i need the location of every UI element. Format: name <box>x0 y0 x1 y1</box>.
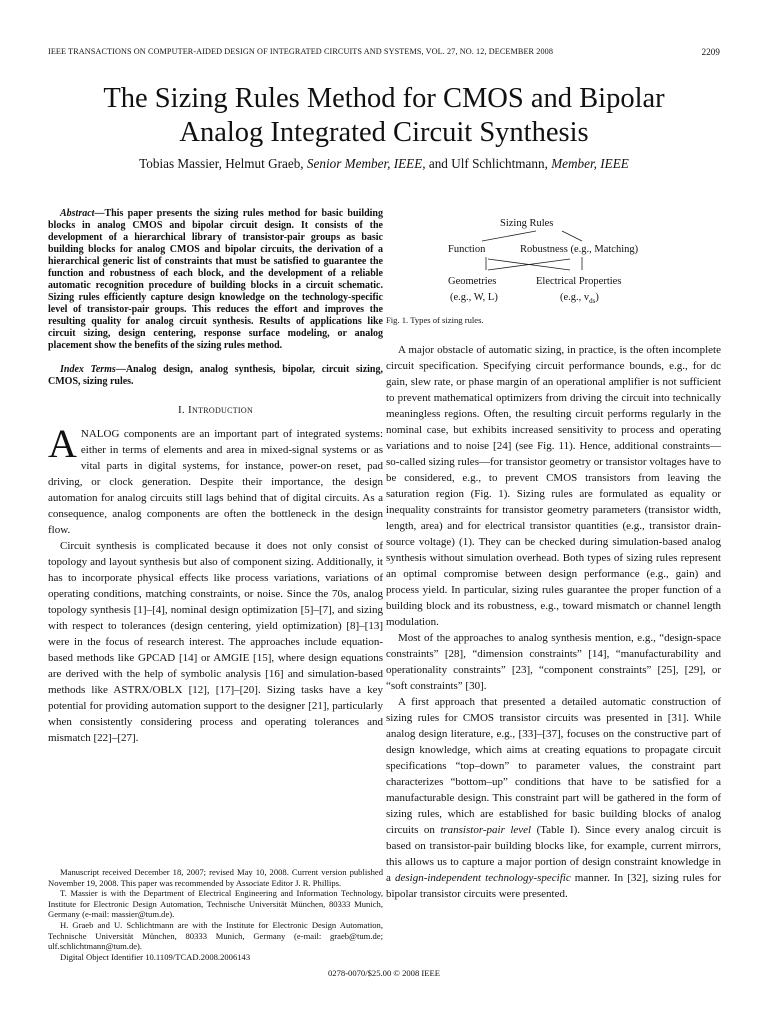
section-number: I. <box>177 404 189 416</box>
section-title: Introduction <box>188 404 254 416</box>
intro-p1-text: NALOG components are an important part of integrated systems: either in terms of elements and area in mixed-signal systems or as vital parts in digital systems, for instance, power-on reset, pad driving, or clock generation. Despite their importance, the design automation for analog circuits still lags behind that of digital circuits. As a consequence, analog components are often the bottleneck in the design flow. <box>48 428 383 536</box>
figure-robustness-label: Robustness (e.g., Matching) <box>520 244 639 255</box>
abstract-label: Abstract <box>60 208 95 219</box>
drop-cap: A <box>48 421 77 466</box>
footnote-manuscript: Manuscript received December 18, 2007; revised May 10, 2008. Current version published November 19, 2008. This paper was recommended by Associate Editor J. R. Phillips. <box>48 867 383 888</box>
running-header <box>48 47 720 61</box>
author-1-role: Senior Member, IEEE, <box>306 156 426 171</box>
author-1: Tobias Massier, Helmut Graeb, <box>139 156 307 171</box>
abstract <box>48 208 383 352</box>
author-3-role: Member, IEEE <box>551 156 629 171</box>
right-paragraph-3: A first approach that presented a detailed automatic construction of sizing rules for CMOS transistor circuits was presented in [31]. While analog design literature, e.g., [33]–[37], focuses on the constructive part of design knowledge, which aims at creating equations to propagate circuit specifications “top–down” to parameter values, the constraint part characterizes “bottom–up” conditions that have to be satisfied for a manufacturable design. This constraint part will be gathered in the form of sizing rules, which are established for basic building blocks of analog circuits on transistor-pair level (Table I). Since every analog circuit is based on transistor-pair building blocks like, for example, current mirrors, this allows us to capture a major portion of design constraint knowledge in a design-independent technology-specific manner. In [32], sizing rules for bipolar transistor circuits were presented. <box>386 696 721 900</box>
index-terms-text: —Analog design, analog synthesis, bipolar, circuit sizing, CMOS, sizing rules. <box>48 364 383 387</box>
title-line-1: The Sizing Rules Method for CMOS and Bipolar <box>103 83 665 114</box>
figure-geometries-example: (e.g., W, L) <box>450 292 498 303</box>
footnote-massier: T. Massier is with the Department of Electrical Engineering and Information Technology, Institute for Electronic Design Automation, Technische Universität München, 80333 Munich, Germany (e-mail: massier@tum.de). <box>48 888 383 920</box>
figure-root-label: Sizing Rules <box>500 218 554 229</box>
title-line-2: Analog Integrated Circuit Synthesis <box>179 117 589 148</box>
figure-function-label: Function <box>448 244 486 255</box>
emphasis-design-independent: design-independent technology-specific <box>394 872 571 884</box>
copyright-footer: 0278-0070/$25.00 © 2008 IEEE <box>327 968 441 978</box>
figure-geometries-label: Geometries <box>448 276 497 287</box>
index-terms-label: Index Terms <box>60 364 116 375</box>
emphasis-transistor-pair: transistor-pair level <box>440 824 532 836</box>
figure-1 <box>386 208 721 304</box>
right-paragraph-2: Most of the approaches to analog synthesis mention, e.g., “design-space constraints” [28], “dimension constraints” [14], “manufacturability and operationality constraints” [23], “component constraints” [25], [29], or “soft constraints” [30]. <box>386 632 721 692</box>
paper-title <box>40 82 728 150</box>
footnote-graeb: H. Graeb and U. Schlichtmann are with the Institute for Electronic Design Automation, Technische Universität München, 80333 Munich, Germany (e-mail: graeb@tum.de; ulf.schlichtmann@tum.de). <box>48 919 383 952</box>
abstract-text: —This paper presents the sizing rules method for basic building blocks in analog CMOS and bipolar circuit design. It consists of the development of a hierarchical library of transistor-pair groups as basic building blocks for analog CMOS and bipolar circuits, the derivation of a hierarchical generic list of constraints that must be satisfied to guarantee the function and robustness of each block, and the development of a reliable automatic recognition procedure of building blocks in a circuit schematic. Sizing rules efficiently capture design knowledge on the technology-specific level of transistor-pair groups. This reduces the effort and improves the resulting quality for analog circuit synthesis. Results of applications like circuit sizing, design centering, response surface modeling, or analog placement show the benefits of the sizing rules method. <box>48 208 383 351</box>
figure-1-caption: Fig. 1. Types of sizing rules. <box>386 315 484 325</box>
section-heading <box>48 402 383 418</box>
figure-electrical-example: (e.g., $v_{ds}$) <box>560 292 599 306</box>
footnote-doi: Digital Object Identifier 10.1109/TCAD.2008.2006143 <box>60 951 251 962</box>
intro-paragraph-1 <box>48 421 383 538</box>
left-column <box>48 208 383 746</box>
figure-electrical-label: Electrical Properties <box>536 276 622 287</box>
index-terms <box>48 364 383 388</box>
page-number: 2209 <box>701 47 720 57</box>
right-column <box>386 208 721 902</box>
right-paragraph-1: A major obstacle of automatic sizing, in practice, is the often incomplete circuit specification. Specifying circuit performance bounds, e.g., for dc gain, slew rate, or phase margin of an operational amplifier is not sufficient to prevent mathematical optimizers from driving the circuit into technically meaningless regions. Often, the resulting circuit performs regularly in the nominal case, but exhibits increased sensitivity to process and operating variations and to noise [24] (see Fig. 11). Hence, additional constraints—so-called sizing rules—for transistor geometry or transistor voltages have to be considered, e.g., to prevent CMOS transistors from leaving the saturation region (Fig. 1). Sizing rules are formulated as equality or inequality constraints for transistor geometry parameters (transistor width, length, area) and for electrical transistor quantities (e.g., transistor drain-source voltage) (1). They can be checked during simulation-based analog synthesis without simulation overhead. Both types of sizing rules represent an optimal compromise between design performance (e.g., gain) and process yield. In particular, sizing rules guarantee the proper function of a building block and its robustness, e.g., toward mismatch or channel length modulation. <box>386 344 721 628</box>
footnotes <box>48 867 383 962</box>
author-2-3: and Ulf Schlichtmann, <box>425 156 552 171</box>
intro-paragraph-2: Circuit synthesis is complicated because it does not only consist of topology and layout synthesis but also of component sizing. Additionally, it has to incorporate physical effects like process variations, variations of operating conditions, matching constraints, or noise. Since the 70s, analog topology synthesis [1]–[4], nominal design optimization [5]–[7], and sizing with respect to tolerances (design centering, yield optimization) [8]–[13] were in the focus of research interest. The approaches include equation-based methods like GPCAD [14] or AMGIE [15], where design equations are derived with the help of symbolic analysis [16] and simulation-based methods like ASTRX/OBLX [12], [17]–[20]. Sizing tasks have a key potential for providing automation support to the designer [21], particularly when consistently considering process and operating tolerances and mismatch [22]–[27]. <box>48 540 383 744</box>
journal-name: IEEE TRANSACTIONS ON COMPUTER-AIDED DESIGN OF INTEGRATED CIRCUITS AND SYSTEMS, VOL. 27, NO. 12, DECEMBER 2008 <box>48 47 554 56</box>
author-list <box>40 156 728 172</box>
